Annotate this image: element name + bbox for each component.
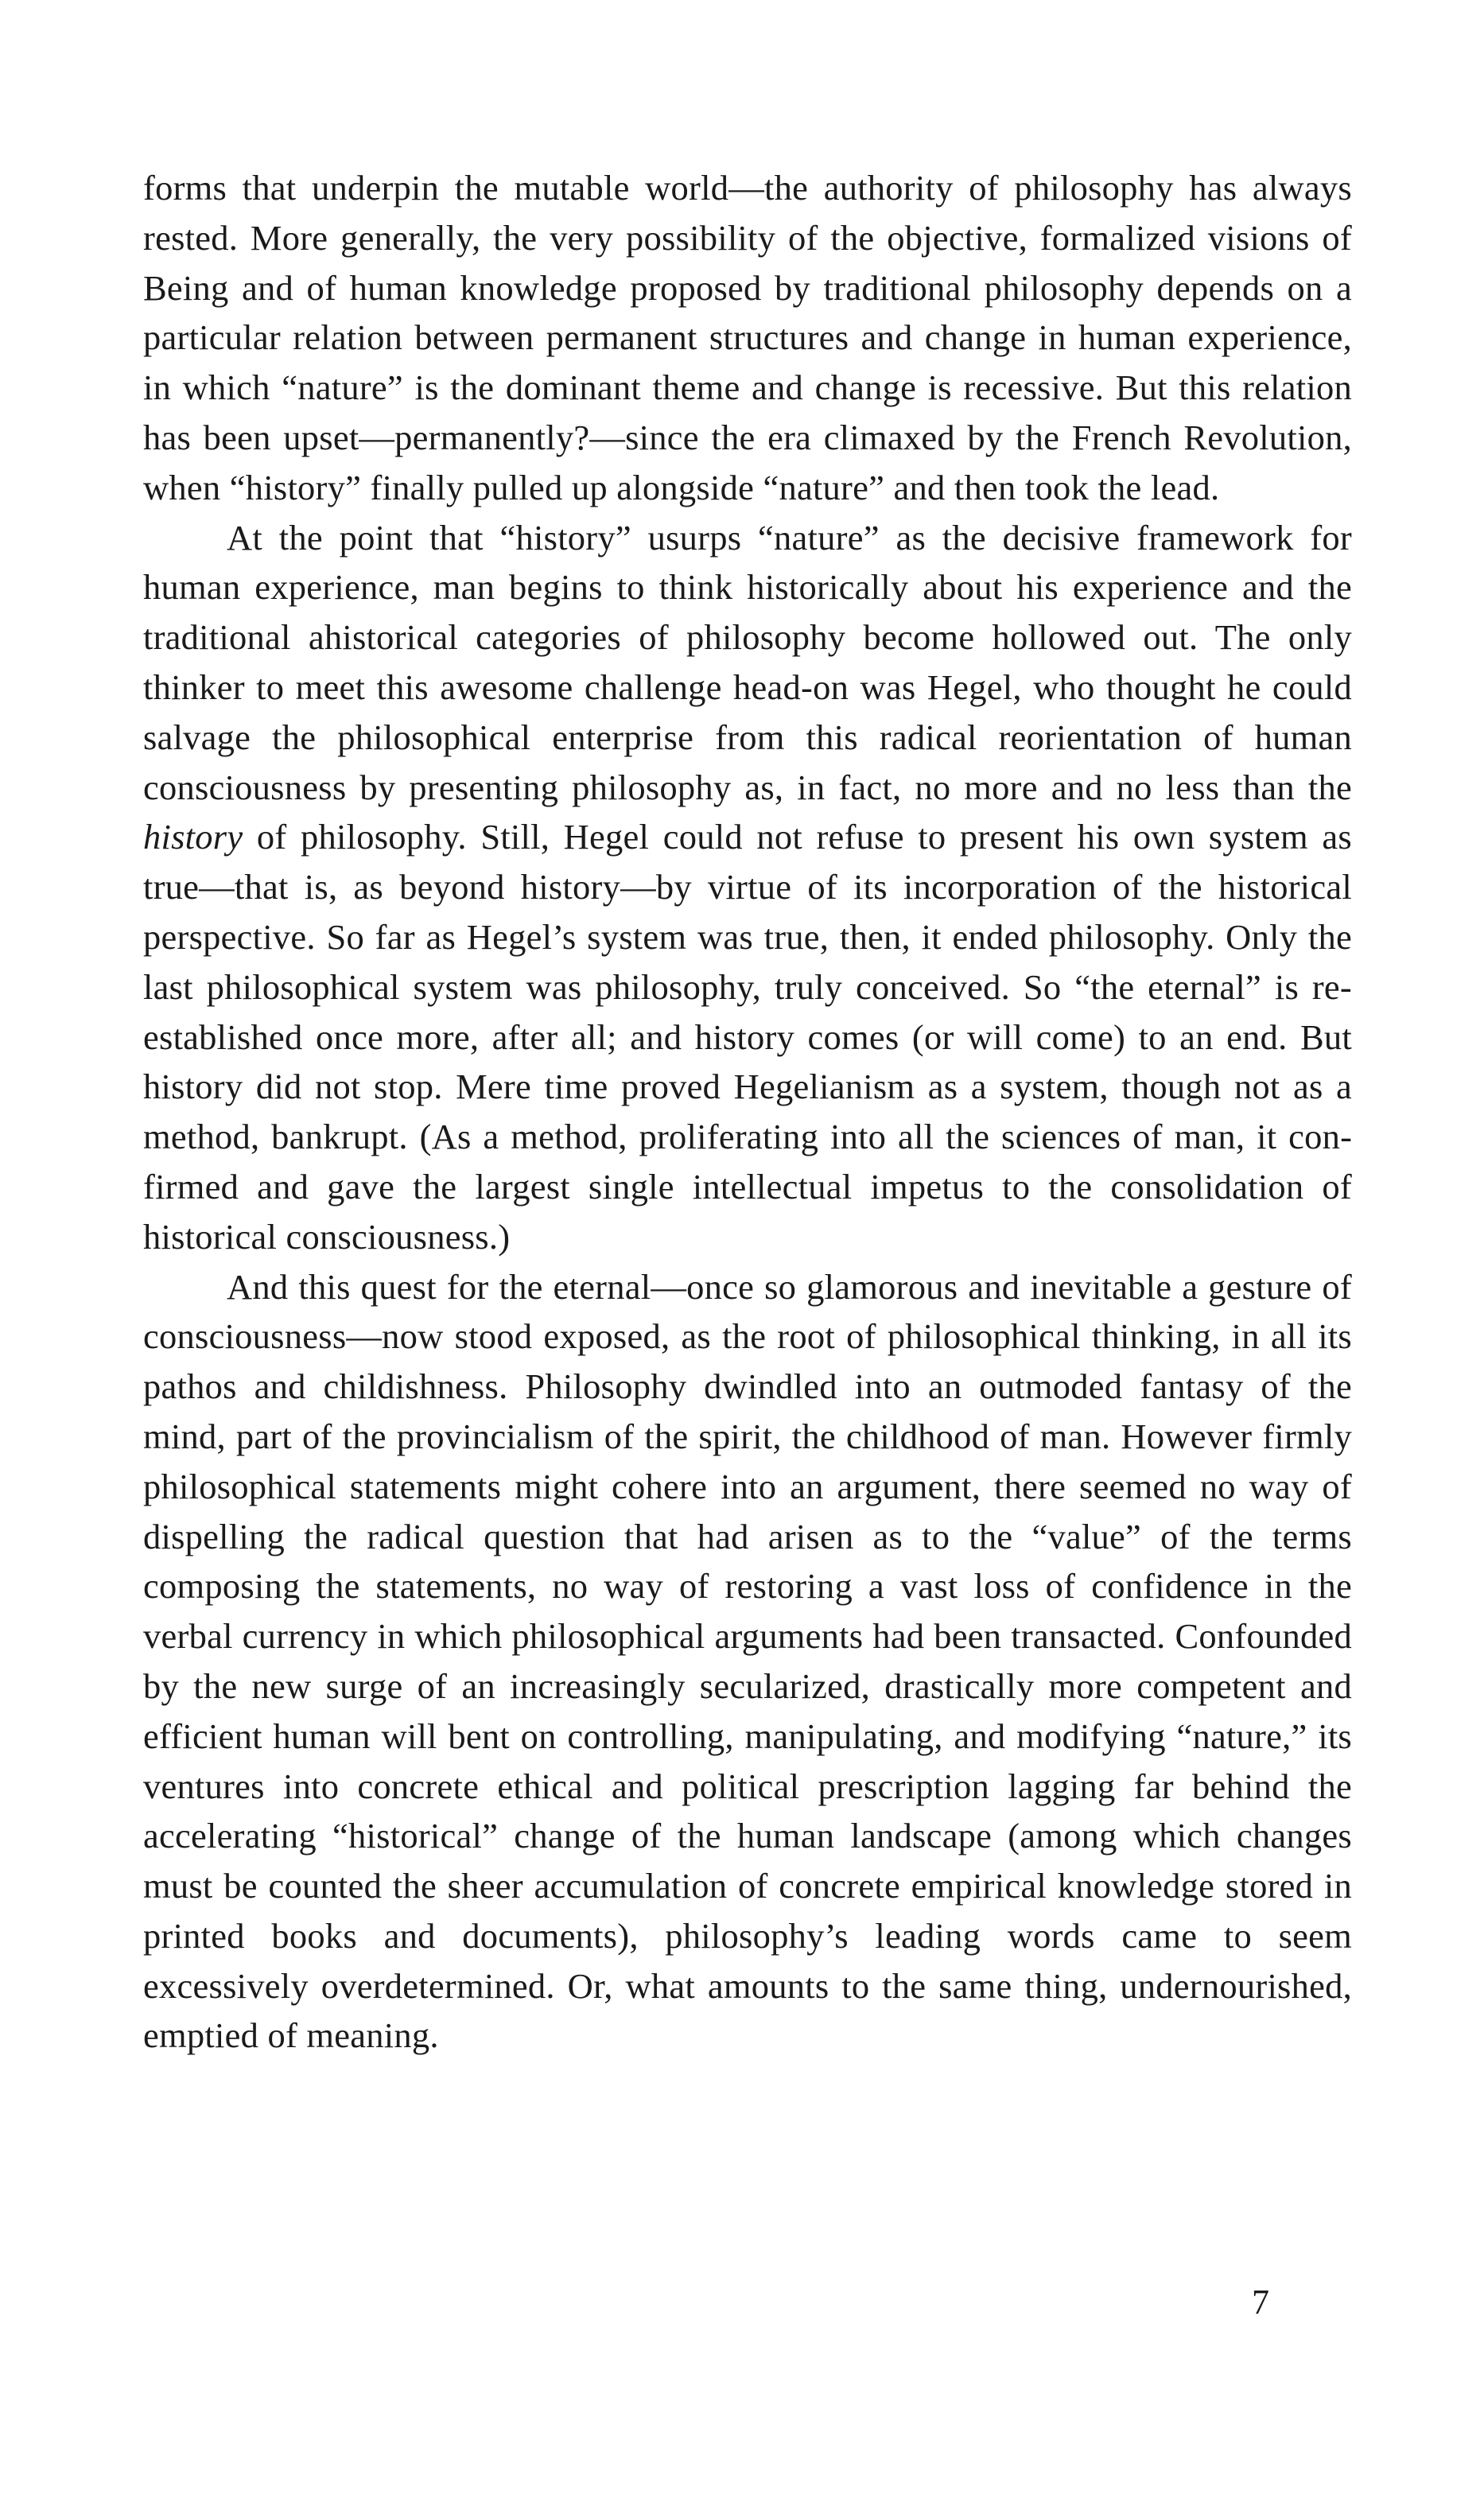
- paragraph: [143, 1262, 1352, 2061]
- body-text: [143, 163, 1352, 2061]
- text-run: And this quest for the eternal—once so glamorous and inevitable a gesture of consciousness—now stood exposed, as the root of philosophical thinking, in all its pathos and childishness. Philosophy dwindled into an outmoded fantasy of the mind, part of the provincialism of the spirit, the childhood of man. However firmly philosophical statements might cohere into an argument, there seemed no way of dispelling the radical question that had arisen as to the “value” of the terms composing the statements, no way of restoring a vast loss of confidence in the verbal currency in which philosophical arguments had been transacted. Confounded by the new surge of an increasingly secularized, drastically more competent and efficient human will bent on controlling, manipulating, and modifying “nature,” its ventures into concrete ethical and political prescription lagging far behind the accelerating “historical” change of the human landscape (among which changes must be counted the sheer accumulation of concrete empirical knowledge stored in printed books and documents), philosophy’s leading words came to seem excessively overdetermined. Or, what amounts to the same thing, undernourished, emptied of meaning.: [143, 1266, 1352, 2056]
- text-run: of philosophy. Still, Hegel could not refuse to present his own system as true—that is, as beyond history—by virtue of its incorporation of the historical perspective. So far as Hegel’s system was true, then, it ended philosophy. Only the last philosophical system was philosophy, truly conceived. So “the eternal” is re-established once more, after all; and history comes (or will come) to an end. But history did not stop. Mere time proved Hegelianism as a system, though not as a method, bankrupt. (As a method, proliferating into all the sciences of man, it confirmed and gave the largest single intellectual impetus to the consolidation of historical consciousness.): [143, 817, 1352, 1257]
- page-number: 7: [1252, 2283, 1269, 2322]
- italic-text: history: [143, 817, 243, 857]
- paragraph: [143, 513, 1352, 1262]
- text-run: At the point that “history” usurps “nature” as the decisive framework for human experience, man begins to think historically about his experience and the traditional ahistorical categories of philosophy become hollowed out. The only thinker to meet this awesome challenge head-on was Hegel, who thought he could salvage the philosophical enterprise from this radical reorientation of human consciousness by presenting philosophy as, in fact, no more and no less than the: [143, 517, 1352, 807]
- paragraph: [143, 163, 1352, 513]
- text-run: forms that underpin the mutable world—the authority of philosophy has always rested. More generally, the very possibility of the objective, formalized visions of Being and of human knowledge proposed by traditional philosophy depends on a particular relation between permanent structures and change in human experience, in which “nature” is the dominant theme and change is recessive. But this relation has been upset—permanently?—since the era climaxed by the French Revolution, when “history” finally pulled up alongside “nature” and then took the lead.: [143, 168, 1352, 507]
